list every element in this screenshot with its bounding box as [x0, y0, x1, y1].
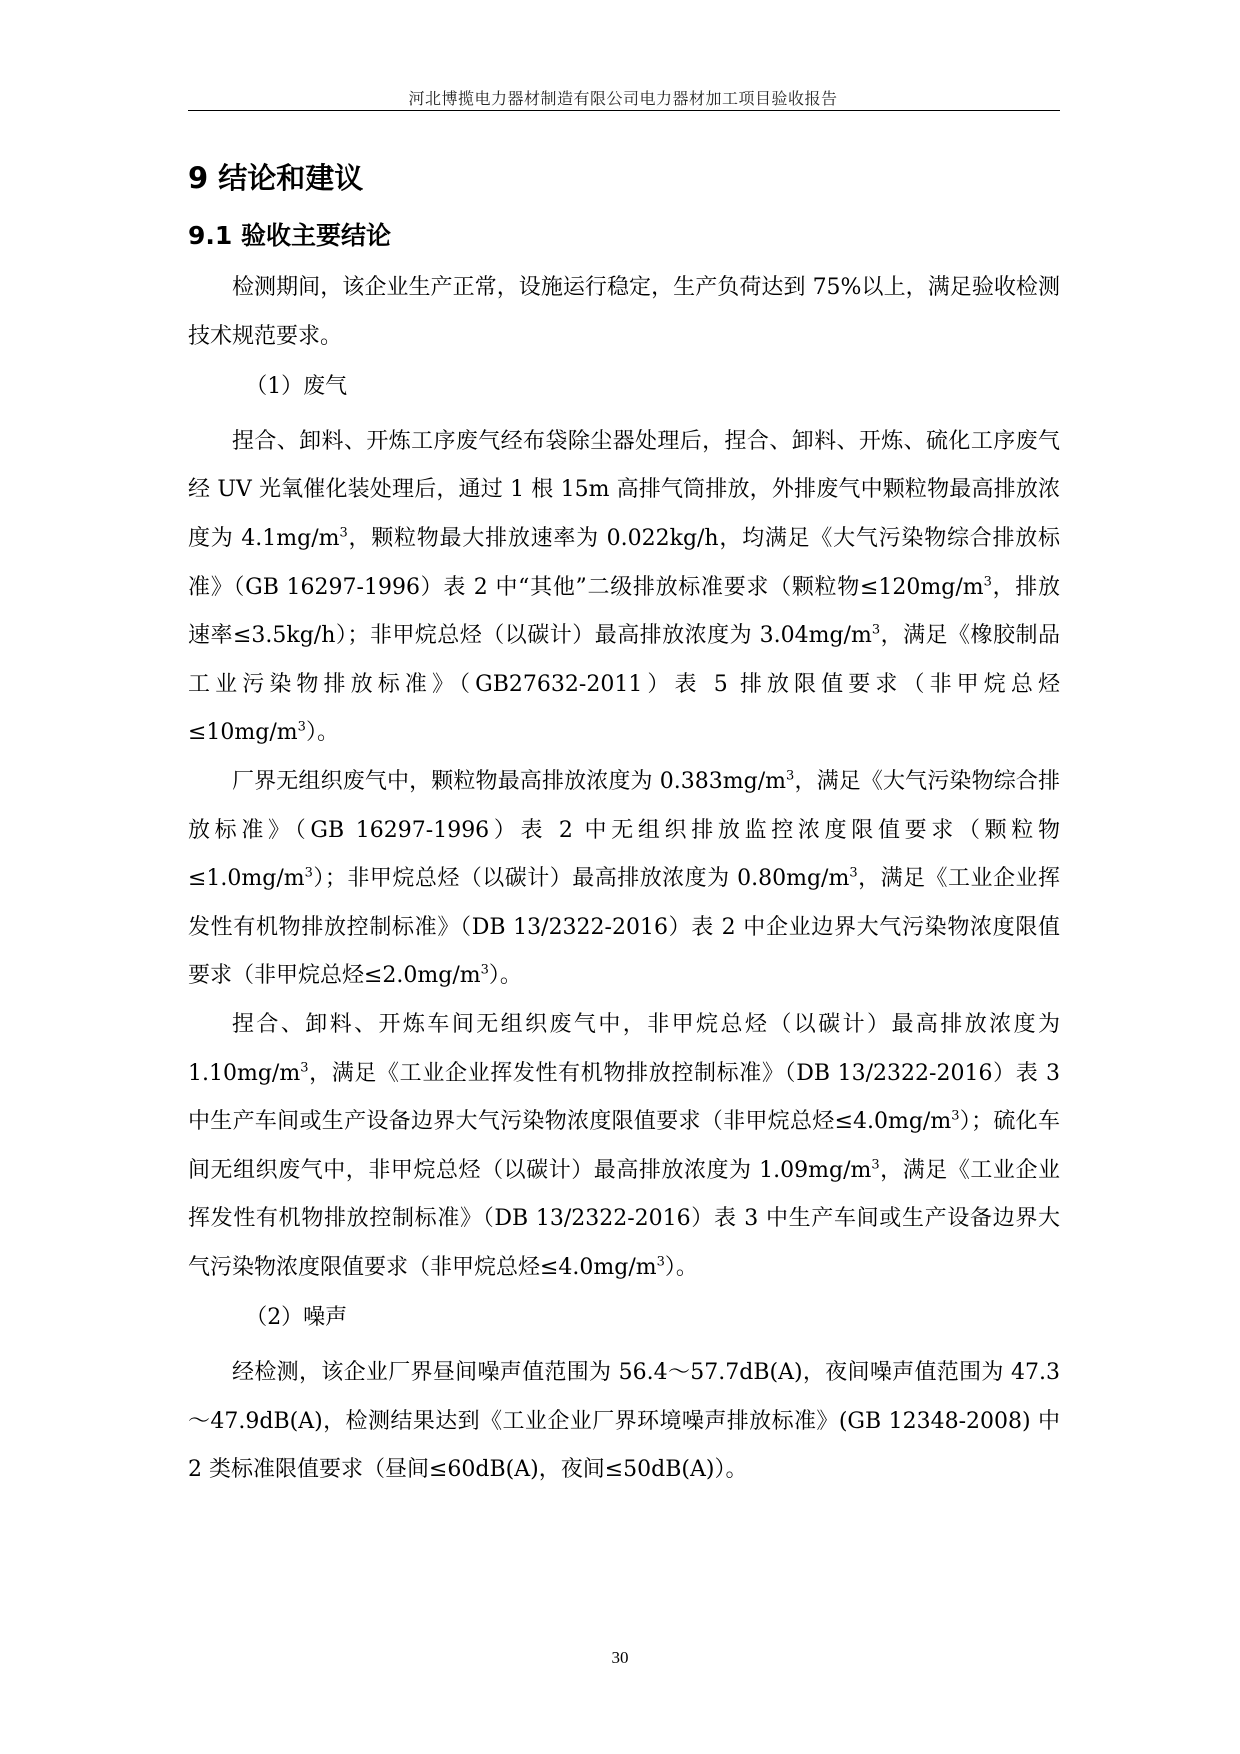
- text-run: ，颗粒物最大排放速率为 0.022kg/h，均满足《大气污染物综合排放标准》（GB 16297-1996）表 2 中“其他”二级排放标准要求（颗粒物≤120mg/m: [188, 525, 1060, 600]
- page-number: 30: [611, 1648, 629, 1667]
- superscript: 3: [480, 962, 489, 978]
- waste-gas-paragraph-1: [188, 418, 1060, 758]
- text-run: 厂界无组织废气中，颗粒物最高排放浓度为 0.383mg/m: [232, 768, 787, 794]
- text-run: ，满足《工业企业挥发性有机物排放控制标准》（DB 13/2322-2016）表 2 中企业边界大气污染物浓度限值要求（非甲烷总烃≤2.0mg/m: [188, 866, 1060, 989]
- text-run: 捏合、卸料、开炼车间无组织废气中，非甲烷总烃（以碳计）最高排放浓度为 1.10mg/m: [188, 1011, 1060, 1086]
- noise-paragraph: 经检测，该企业厂界昼间噪声值范围为 56.4～57.7dB(A)，夜间噪声值范围为 47.3～47.9dB(A)，检测结果达到《工业企业厂界环境噪声排放标准》(GB 12348-2008) 中 2 类标准限值要求（昼间≤60dB(A)，夜间≤50dB(A)）。: [188, 1360, 1060, 1483]
- superscript: 3: [871, 622, 881, 638]
- chapter-heading: 9 结论和建议: [188, 161, 364, 195]
- text-run: ）。: [488, 963, 522, 989]
- main-content: [188, 158, 1060, 1495]
- intro-paragraph: 检测期间，该企业生产正常，设施运行稳定，生产负荷达到 75%以上，满足验收检测技术规范要求。: [188, 275, 1060, 349]
- waste-gas-paragraph-2: [188, 758, 1060, 1001]
- text-run: ）。: [664, 1254, 698, 1280]
- superscript: 3: [983, 574, 992, 590]
- superscript: 3: [656, 1254, 665, 1270]
- superscript: 3: [304, 865, 313, 881]
- superscript: 3: [300, 1060, 309, 1076]
- superscript: 3: [339, 525, 348, 541]
- waste-gas-heading: （1）废气: [245, 374, 348, 400]
- header-divider: [188, 110, 1060, 111]
- superscript: 3: [849, 865, 858, 881]
- noise-heading: （2）噪声: [245, 1305, 348, 1331]
- text-run: ）；硫化车间无组织废气中，非甲烷总烃（以碳计）最高排放浓度为 1.09mg/m: [188, 1109, 1060, 1183]
- section-heading: 9.1 验收主要结论: [188, 221, 391, 250]
- text-run: 捏合、卸料、开炼工序废气经布袋除尘器处理后，捏合、卸料、开炼、硫化工序废气经 UV 光氧催化装处理后，通过 1 根 15m 高排气筒排放，外排废气中颗粒物最高排放浓度为 4.1mg/m: [188, 428, 1060, 551]
- superscript: 3: [297, 719, 306, 735]
- waste-gas-paragraph-3: [188, 1001, 1060, 1293]
- text-run: ，满足《橡胶制品工业污染物排放标准》（GB27632-2011）表 5 排放限值要求（非甲烷总烃≤10mg/m: [188, 623, 1060, 746]
- text-run: ，排放速率≤3.5kg/h）；非甲烷总烃（以碳计）最高排放浓度为 3.04mg/m: [188, 574, 1060, 649]
- superscript: 3: [951, 1108, 960, 1124]
- text-run: ，满足《工业企业挥发性有机物排放控制标准》（DB 13/2322-2016）表 3 中生产车间或生产设备边界大气污染物浓度限值要求（非甲烷总烃≤4.0mg/m: [188, 1157, 1060, 1280]
- superscript: 3: [871, 1157, 880, 1173]
- text-run: ，满足《大气污染物综合排放标准》（GB 16297-1996）表 2 中无组织排放监控浓度限值要求（颗粒物≤1.0mg/m: [188, 768, 1060, 892]
- text-run: ，满足《工业企业挥发性有机物排放控制标准》（DB 13/2322-2016）表 3 中生产车间或生产设备边界大气污染物浓度限值要求（非甲烷总烃≤4.0mg/m: [188, 1060, 1060, 1135]
- superscript: 3: [786, 768, 795, 784]
- running-header: 河北博揽电力器材制造有限公司电力器材加工项目验收报告: [408, 89, 838, 108]
- text-run: ）。: [305, 720, 339, 746]
- text-run: ）；非甲烷总烃（以碳计）最高排放浓度为 0.80mg/m: [312, 866, 850, 892]
